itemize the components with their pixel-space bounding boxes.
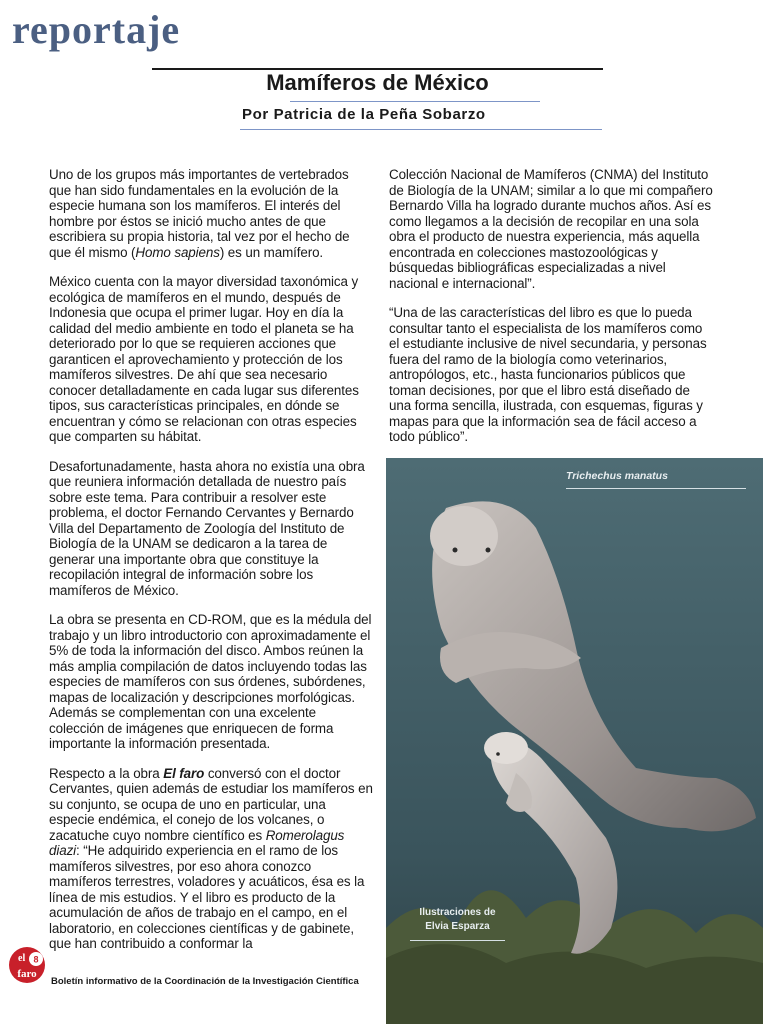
- paragraph-2: México cuenta con la mayor diversidad taxonómica y ecológica de mamíferos en el mundo, después de Indonesia que ocupa el primer lugar. Hoy en día la calidad del medio ambiente en todo el planeta se ha deteriorado por lo que se requieren acciones que garanticen el aprovechamiento y protección de los mamíferos silvestres. De ahí que sea necesario conocer detalladamente en cada lugar sus diferentes tipos, sus características principales, en dónde se encuentran y cómo se relacionan con otras especies que comparten su hábitat.: [49, 274, 359, 444]
- paragraph-7: “Una de las características del libro es que lo pueda consultar tanto el especialista de los mamíferos como el estudiante inclusive de nivel secundaria, y personas fuera del ramo de la biología como veterinarios, antropólogos, etc., hasta funcionarios públicos que toman decisiones, por que el libro está diseñado de una forma sencilla, ilustrada, con esquemas, figuras y mapas para que la información sea de fácil acceso a todo público”.: [389, 305, 707, 444]
- svg-text:el: el: [18, 953, 26, 964]
- svg-text:faro: faro: [17, 968, 37, 980]
- byline-underline: [240, 129, 602, 130]
- byline: Por Patricia de la Peña Sobarzo: [242, 106, 486, 123]
- article-title: Mamíferos de México: [266, 70, 489, 95]
- paragraph-1: Uno de los grupos más importantes de vertebrados que han sido fundamentales en la evolución de la especie humana son los mamíferos. El interés del hombre por éstos se inició mucho antes de que escribiera su propia historia, tal vez por el hecho de que él mismo (Homo sapiens) es un mamífero.: [49, 167, 350, 260]
- illustration-credit: Ilustraciones de Elvia Esparza: [419, 907, 496, 932]
- title-underline: [290, 101, 540, 102]
- credit-rule: [410, 940, 505, 941]
- section-tag: reportaje: [12, 7, 181, 52]
- paragraph-5: Respecto a la obra El faro conversó con el doctor Cervantes, quien además de estudiar los mamíferos en su conjunto, se ocupa de uno en particular, una especie endémica, el conejo de los volcanes, o zacatuche cuyo nombre científico es Romerolagus diazi: “He adquirido experiencia en el ramo de los mamíferos silvestres, por eso ahora conozco mamíferos terrestres, voladores y acuáticos, ésa es la línea de mis estudios. Y el libro es producto de la acumulación de años de trabajo en el campo, en el laboratorio, en colecciones científicas y de gabinete, que han contribuido a conformar la: [49, 765, 373, 951]
- svg-text:8: 8: [33, 954, 39, 965]
- footer-text: Boletín informativo de la Coordinación de la Investigación Científica: [51, 976, 359, 987]
- paragraph-4: La obra se presenta en CD-ROM, que es la médula del trabajo y un libro introductorio con aproximadamente el 5% de toda la información del disco. Ambos reúnen la más amplia compilación de datos incluyendo todas las especies de mamíferos con sus órdenes, subórdenes, mapas de localización y descripciones morfológicas. Además se complementan con una excelente colección de imágenes que enriquecen de forma importante la información presentada.: [49, 612, 372, 751]
- paragraph-3: Desafortunadamente, hasta ahora no existía una obra que reuniera información detallada de nuestro país sobre este tema. Para contribuir a resolver este problema, el doctor Fernando Cervantes y Bernardo Villa del Departamento de Zoología del Instituto de Biología de la UNAM se dedicaron a la tarea de generar una importante obra que constituye la recopilación integral de información sobre los mamíferos de México.: [49, 458, 365, 598]
- left-column: [49, 167, 373, 966]
- paragraph-6: Colección Nacional de Mamíferos (CNMA) del Instituto de Biología de la UNAM; similar a lo que mi compañero Bernardo Villa ha logrado durante muchos años. Así es como llegamos a la decisión de recopilar en una sola obra el producto de nuestra experiencia, más aquella encontrada en colecciones mastozoológicas y búsquedas bibliográficas especializadas a nivel nacional e internacional”.: [389, 167, 713, 291]
- species-caption: Trichechus manatus: [566, 470, 668, 482]
- caption-rule: [566, 488, 746, 489]
- el-faro-logo: [8, 946, 46, 984]
- right-column: [389, 167, 715, 459]
